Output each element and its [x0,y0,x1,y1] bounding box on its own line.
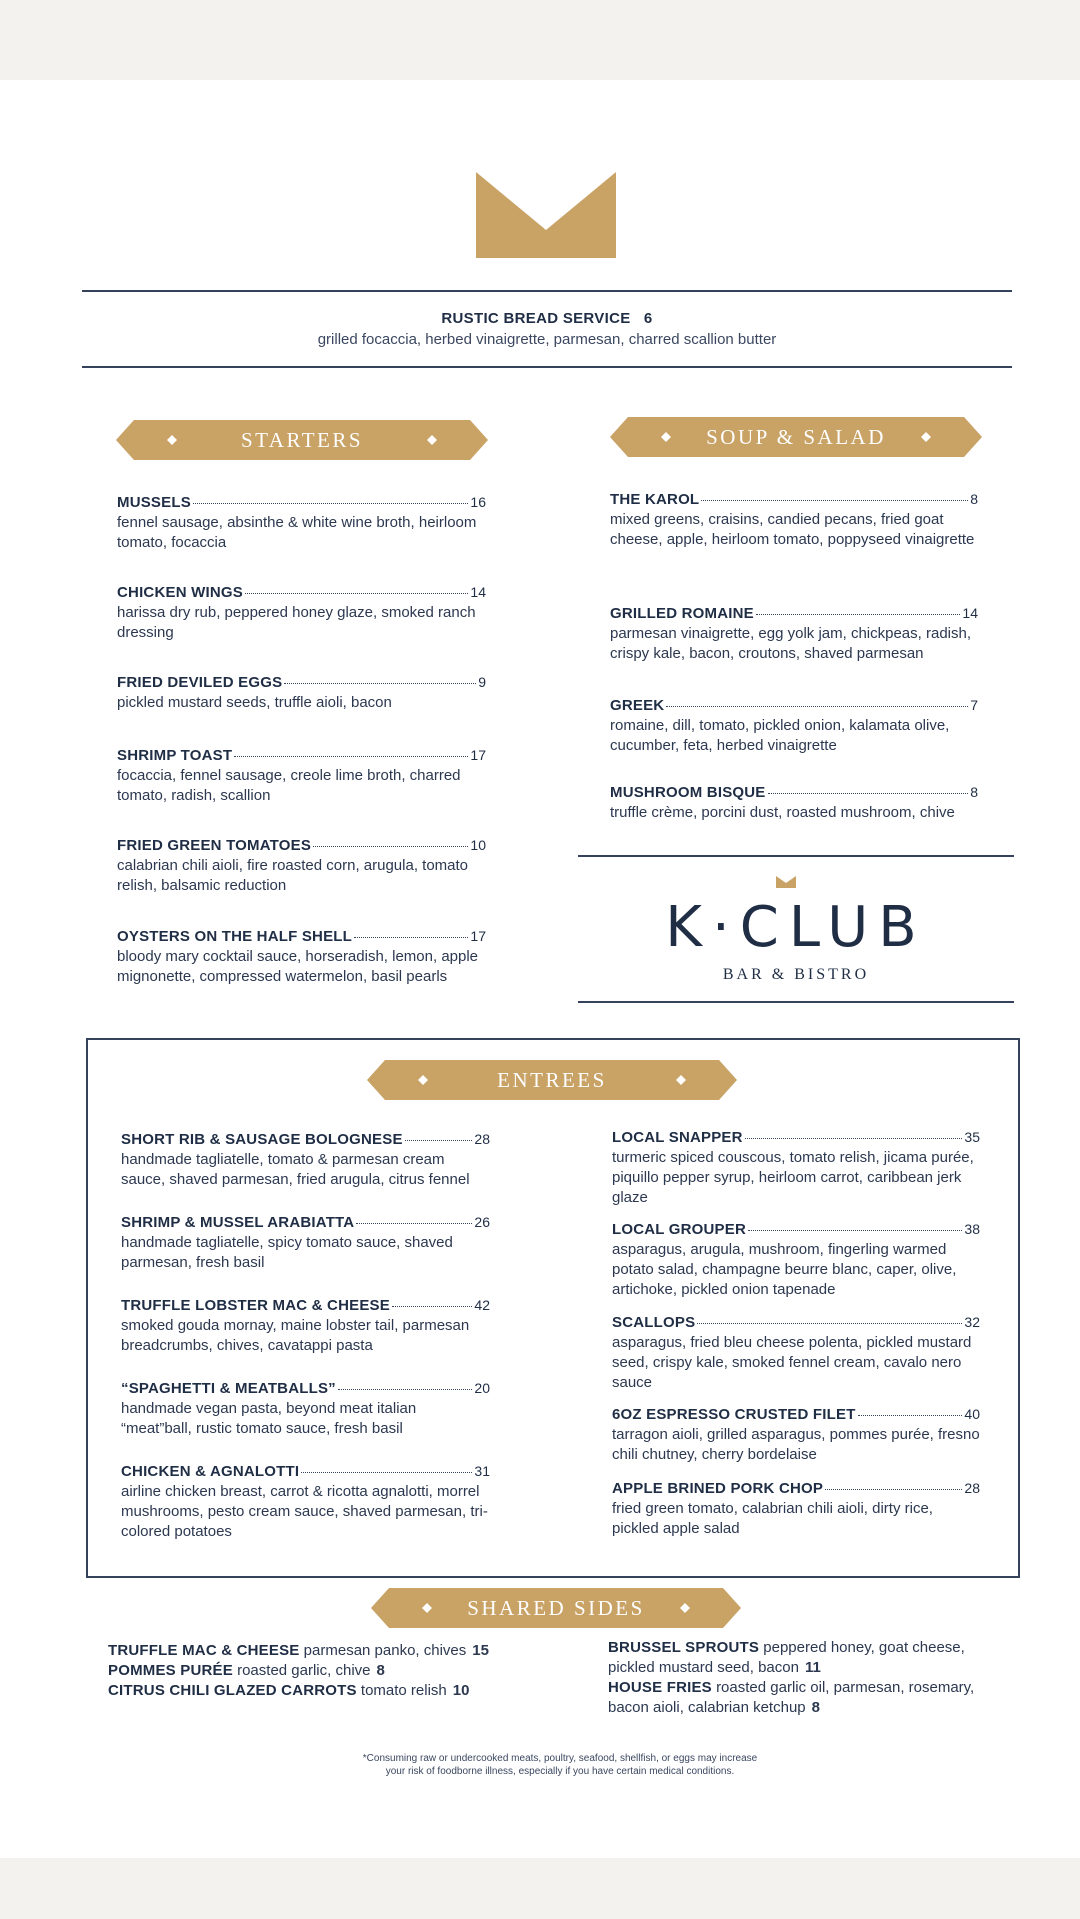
small-crown-icon [776,876,796,888]
item-price: 38 [964,1221,980,1237]
sides-right-list [608,1638,984,1718]
brand-rule-bottom [578,1001,1014,1003]
item-price: 42 [474,1297,490,1313]
item-desc: pickled mustard seeds, truffle aioli, bacon [117,694,392,711]
item-name: FRIED DEVILED EGGS [117,674,283,691]
bread-service [82,310,1012,348]
menu-page [0,80,1080,1858]
item-price: 8 [970,491,978,507]
item-price: 20 [474,1380,490,1396]
item-name: LOCAL GROUPER [612,1221,746,1238]
entrees-left-list [121,1131,490,1542]
menu-item [612,1221,980,1314]
item-name: SHORT RIB & SAUSAGE BOLOGNESE [121,1131,403,1148]
menu-item [612,1314,980,1406]
item-desc: fried green tomato, calabrian chili aioli, dirty rice, pickled apple salad [612,1500,933,1537]
item-desc: parmesan vinaigrette, egg yolk jam, chickpeas, radish, crispy kale, bacon, croutons, shaved parmesan [610,625,972,662]
item-desc: focaccia, fennel sausage, creole lime broth, charred tomato, radish, scallion [117,767,461,804]
item-name: LOCAL SNAPPER [612,1129,743,1146]
item-desc: fennel sausage, absinthe & white wine broth, heirloom tomato, focaccia [117,514,477,551]
brand-title: K·CLUB [665,895,927,960]
item-desc: bloody mary cocktail sauce, horseradish, lemon, apple mignonette, compressed watermelon, basil pearls [117,948,479,985]
item-price: 28 [474,1131,490,1147]
item-name: TRUFFLE LOBSTER MAC & CHEESE [121,1297,390,1314]
item-price: 14 [962,605,978,621]
shared-sides-title: SHARED SIDES [467,1596,645,1620]
item-price: 17 [470,747,486,763]
menu-item [117,674,486,747]
side-item: POMMES PURÉE roasted garlic, chive 8 [108,1662,385,1679]
entrees-right-list [612,1129,980,1539]
brand-block [578,895,1014,984]
side-item: TRUFFLE MAC & CHEESE parmesan panko, chives 15 [108,1642,489,1659]
item-price: 8 [970,784,978,800]
top-rule [82,290,1012,292]
item-desc: asparagus, arugula, mushroom, fingerling warmed potato salad, champagne beurre blanc, caper, olive, artichoke, pickled onion tapenade [612,1241,957,1298]
item-price: 16 [470,494,486,510]
disclaimer [300,1752,820,1778]
item-price: 32 [964,1314,980,1330]
item-price: 7 [970,697,978,713]
item-name: CHICKEN WINGS [117,584,243,601]
item-desc: smoked gouda mornay, maine lobster tail, parmesan breadcrumbs, chives, cavatappi pasta [121,1317,470,1354]
item-price: 17 [470,928,486,944]
item-price: 14 [470,584,486,600]
menu-item [610,784,978,823]
item-desc: harissa dry rub, peppered honey glaze, smoked ranch dressing [117,604,476,641]
item-name: APPLE BRINED PORK CHOP [612,1480,824,1497]
item-name: GREEK [610,697,665,714]
item-desc: turmeric spiced couscous, tomato relish, jicama purée, piquillo pepper syrup, heirloom carrot, caribbean jerk glaze [612,1149,974,1206]
item-price: 35 [964,1129,980,1145]
menu-item [117,837,486,928]
item-desc: handmade tagliatelle, spicy tomato sauce, shaved parmesan, fresh basil [121,1234,453,1271]
soup-salad-banner [610,417,982,457]
soup-salad-list [610,491,978,823]
item-name: SHRIMP TOAST [117,747,233,764]
item-name: MUSSELS [117,494,191,511]
menu-item [610,697,978,784]
menu-item [612,1406,980,1480]
menu-item [612,1480,980,1539]
item-desc: calabrian chili aioli, fire roasted corn, arugula, tomato relish, balsamic reduction [117,857,469,894]
menu-item [117,747,486,837]
item-price: 9 [478,674,486,690]
item-price: 26 [474,1214,490,1230]
bread-service-name: RUSTIC BREAD SERVICE 6 [441,310,653,327]
brand-rule-top [578,855,1014,857]
item-name: THE KAROL [610,491,700,508]
menu-item [117,584,486,674]
shared-sides-banner [371,1588,741,1628]
item-desc: romaine, dill, tomato, pickled onion, kalamata olive, cucumber, feta, herbed vinaigrette [610,717,950,754]
menu-item [121,1131,490,1214]
soup-salad-title: SOUP & SALAD [706,425,886,449]
starters-banner [116,420,488,460]
bread-rule [82,366,1012,368]
item-name: MUSHROOM BISQUE [610,784,766,801]
side-item: CITRUS CHILI GLAZED CARROTS tomato relish 10 [108,1682,470,1699]
starters-title: STARTERS [240,428,364,452]
item-name: “SPAGHETTI & MEATBALLS” [121,1380,336,1397]
item-name: FRIED GREEN TOMATOES [117,837,312,854]
menu-item [121,1463,490,1542]
item-desc: mixed greens, craisins, candied pecans, fried goat cheese, apple, heirloom tomato, poppyseed vinaigrette [610,511,975,548]
menu-item [117,928,486,987]
item-name: OYSTERS ON THE HALF SHELL [117,928,353,945]
item-name: CHICKEN & AGNALOTTI [121,1463,300,1480]
item-desc: asparagus, fried bleu cheese polenta, pickled mustard seed, crispy kale, smoked fennel cream, cavalo nero sauce [612,1334,972,1391]
side-item: HOUSE FRIES roasted garlic oil, parmesan, rosemary, bacon aioli, calabrian ketchup 8 [608,1679,975,1716]
item-desc: truffle crème, porcini dust, roasted mushroom, chive [610,804,955,821]
brand-subtitle: BAR & BISTRO [722,966,870,983]
item-price: 40 [964,1406,980,1422]
menu-item [612,1129,980,1221]
bread-service-price: 6 [643,310,653,327]
menu-item [121,1297,490,1380]
item-price: 31 [474,1463,490,1479]
item-price: 28 [964,1480,980,1496]
item-desc: handmade vegan pasta, beyond meat italian “meat”ball, rustic tomato sauce, fresh basil [121,1400,417,1437]
menu-item [610,605,978,697]
item-desc: handmade tagliatelle, tomato & parmesan cream sauce, shaved parmesan, fried arugula, citrus fennel [121,1151,470,1188]
menu-item [121,1380,490,1463]
item-desc: tarragon aioli, grilled asparagus, pommes purée, fresno chili chutney, cherry bordelaise [612,1426,980,1463]
item-price: 10 [470,837,486,853]
menu-item [610,491,978,605]
starters-list [117,494,486,987]
disclaimer-line-2: your risk of foodborne illness, especially if you have certain medical conditions. [385,1766,735,1777]
item-name: 6OZ ESPRESSO CRUSTED FILET [612,1406,856,1423]
item-desc: airline chicken breast, carrot & ricotta agnalotti, morrel mushrooms, pesto cream sauce, shaved parmesan, tri-colored potatoes [121,1483,488,1540]
sides-left-list [108,1641,508,1701]
m-crown-logo-icon [476,172,616,258]
bread-service-desc: grilled focaccia, herbed vinaigrette, parmesan, charred scallion butter [317,331,777,348]
item-name: GRILLED ROMAINE [610,605,754,622]
item-name: SHRIMP & MUSSEL ARABIATTA [121,1214,355,1231]
side-item: BRUSSEL SPROUTS peppered honey, goat cheese, pickled mustard seed, bacon 11 [608,1639,965,1676]
entrees-banner [367,1060,737,1100]
item-name: SCALLOPS [612,1314,696,1331]
menu-item [117,494,486,584]
entrees-title: ENTREES [497,1068,607,1092]
menu-item [121,1214,490,1297]
disclaimer-line-1: *Consuming raw or undercooked meats, poultry, seafood, shellfish, or eggs may increase [362,1753,758,1764]
